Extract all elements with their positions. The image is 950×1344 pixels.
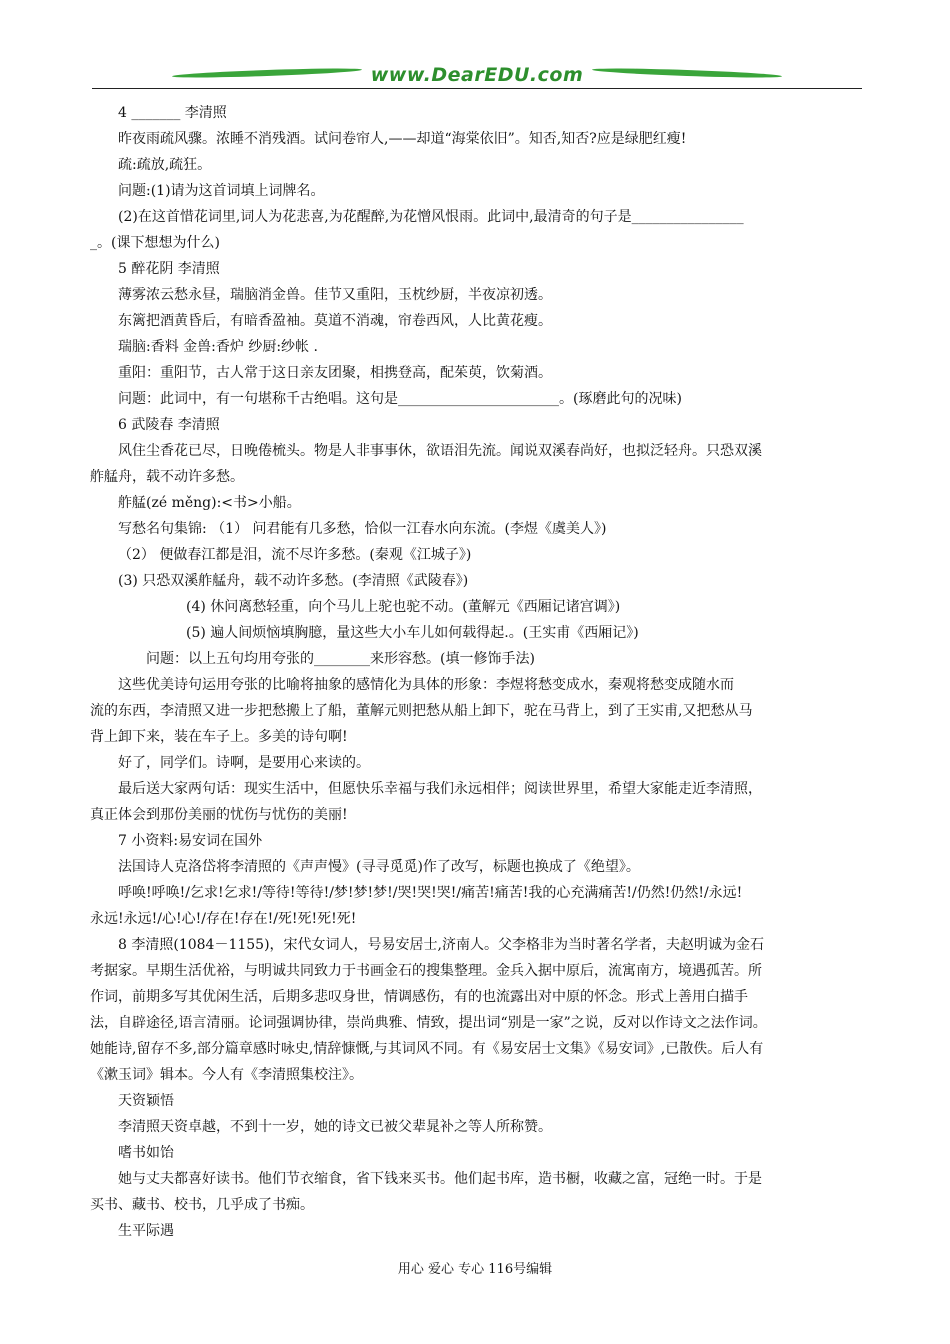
poem-4-text: 昨夜雨疏风骤。浓睡不消残酒。试问卷帘人,——却道“海棠依旧”。知否,知否?应是绿肥红瘦! (118, 131, 687, 147)
quote-collection-question: 问题：以上五句均用夸张的________来形容愁。(填一修饰手法) (146, 651, 535, 667)
document-body (90, 100, 863, 1244)
books-text-line-2: 买书、藏书、校书，几乎成了书痴。 (90, 1197, 314, 1213)
section-8-line-4: 法，自辟途径,语言清丽。论词强调协律，崇尚典雅、情致，提出词“别是一家”之说，反对以作诗文之法作词。 (90, 1015, 767, 1031)
section-8-line-3: 作词，前期多写其优闲生活，后期多悲叹身世，情调感伤，有的也流露出对中原的怀念。形式上善用白描手 (90, 989, 748, 1005)
poem-6-text-cont: 舴艋舟，载不动许多愁。 (90, 469, 244, 485)
left-leaf-ornament (172, 67, 362, 80)
closing-line-1: 好了，同学们。诗啊，是要用心来读的。 (118, 755, 370, 771)
page-header (92, 62, 862, 92)
closing-line-2: 最后送大家两句话：现实生活中，但愿快乐幸福与我们永远相伴；阅读世界里，希望大家能走近李清照， (118, 781, 762, 797)
section-8-line-5: 她能诗,留存不多,部分篇章感时咏史,情辞慷慨,与其词风不同。有《易安居士文集》《易安词》,已散佚。后人有 (90, 1041, 764, 1057)
poem-6-heading: 6 武陵春 李清照 (118, 417, 220, 433)
poem-5-line-2: 东篱把酒黄昏后，有暗香盈袖。莫道不消魂，帘卷西风，人比黄花瘦。 (118, 313, 552, 329)
right-leaf-ornament (592, 67, 782, 80)
quote-collection-2: （2） 便做春江都是泪，流不尽许多愁。(秦观《江城子》) (118, 547, 472, 563)
quote-collection-4: (4) 休问离愁轻重，向个马儿上驼也驼不动。(董解元《西厢记诸宫调》) (186, 599, 621, 615)
poem-4-heading: 4 _______ 李清照 (118, 105, 227, 121)
closing-line-3: 真正体会到那份美丽的忧伤与忧伤的美丽! (90, 807, 348, 823)
section-8-line-2: 考据家。早期生活优裕，与明诚共同致力于书画金石的搜集整理。金兵入据中原后，流寓南方，境遇孤苦。所 (90, 963, 762, 979)
page-footer: 用心 爱心 专心 116号编辑 (397, 1262, 553, 1277)
section-7-poem-line-1: 呼唤!呼唤!/乞求!乞求!/等待!等待!/梦!梦!梦!/哭!哭!哭!/痛苦!痛苦!我的心充满痛苦!/仍然!仍然!/永远! (118, 885, 743, 901)
analysis-paragraph-line-3: 背上卸下来，装在车子上。多美的诗句啊! (90, 729, 348, 745)
analysis-paragraph-line-2: 流的东西，李清照又进一步把愁搬上了船，董解元则把愁从船上卸下，驼在马背上，到了王实甫,又把愁从马 (90, 703, 753, 719)
poem-5-line-1: 薄雾浓云愁永昼，瑞脑消金兽。佳节又重阳，玉枕纱厨，半夜凉初透。 (118, 287, 552, 303)
poem-4-note: 疏:疏放,疏狂。 (118, 157, 212, 173)
poem-5-note-1: 瑞脑:香料 金兽:香炉 纱厨:纱帐 . (118, 339, 318, 355)
subheading-talent: 天资颖悟 (118, 1093, 174, 1109)
analysis-paragraph-line-1: 这些优美诗句运用夸张的比喻将抽象的感情化为具体的形象：李煜将愁变成水，秦观将愁变成随水而 (118, 677, 734, 693)
section-7-heading: 7 小资料:易安词在国外 (118, 833, 263, 849)
section-7-poem-line-2: 永远!永远!/心!心!/存在!存在!/死!死!死!死! (90, 911, 357, 927)
header-rule (92, 88, 862, 89)
poem-4-question-2-cont: _。(课下想想为什么) (90, 235, 220, 251)
poem-5-question: 问题：此词中，有一句堪称千古绝唱。这句是_______________________。(琢磨此句的况味) (118, 391, 682, 407)
quote-collection-1: 写愁名句集锦: （1） 问君能有几多愁，恰似一江春水向东流。(李煜《虞美人》) (118, 521, 607, 537)
talent-text: 李清照天资卓越，不到十一岁，她的诗文已被父辈晁补之等人所称赞。 (118, 1119, 552, 1135)
quote-collection-3: (3) 只恐双溪舴艋舟，载不动许多愁。(李清照《武陵春》) (118, 573, 469, 589)
poem-5-heading: 5 醉花阴 李清照 (118, 261, 220, 277)
section-8-line-6: 《漱玉词》辑本。今人有《李清照集校注》。 (90, 1067, 363, 1083)
subheading-books: 嗜书如饴 (118, 1145, 174, 1161)
section-8-line-1: 8 李清照(1084－1155)，宋代女词人，号易安居士,济南人。父李格非为当时著名学者，夫赵明诚为金石 (118, 937, 764, 953)
subheading-life: 生平际遇 (118, 1223, 174, 1239)
site-logo: www.DearEDU.com (370, 64, 584, 86)
poem-6-text: 风住尘香花已尽，日晚倦梳头。物是人非事事休，欲语泪先流。闻说双溪春尚好，也拟泛轻舟。只恐双溪 (118, 443, 762, 459)
books-text-line-1: 她与丈夫都喜好读书。他们节衣缩食，省下钱来买书。他们起书库，造书橱，收藏之富，冠绝一时。于是 (118, 1171, 762, 1187)
poem-4-question-2: (2)在这首惜花词里,词人为花悲喜,为花醒醉,为花憎风恨雨。此词中,最清奇的句子是________________ (118, 209, 744, 225)
poem-4-question-1: 问题:(1)请为这首词填上词牌名。 (118, 183, 325, 199)
poem-6-note: 舴艋(zé měng):<书>小船。 (118, 495, 301, 511)
quote-collection-5: (5) 遍人间烦恼填胸臆，量这些大小车儿如何载得起.。(王实甫《西厢记》) (186, 625, 639, 641)
poem-5-note-2: 重阳：重阳节，古人常于这日亲友团聚，相携登高，配茱萸，饮菊酒。 (118, 365, 552, 381)
section-7-text: 法国诗人克洛岱将李清照的《声声慢》(寻寻觅觅)作了改写，标题也换成了《绝望》。 (118, 859, 640, 875)
